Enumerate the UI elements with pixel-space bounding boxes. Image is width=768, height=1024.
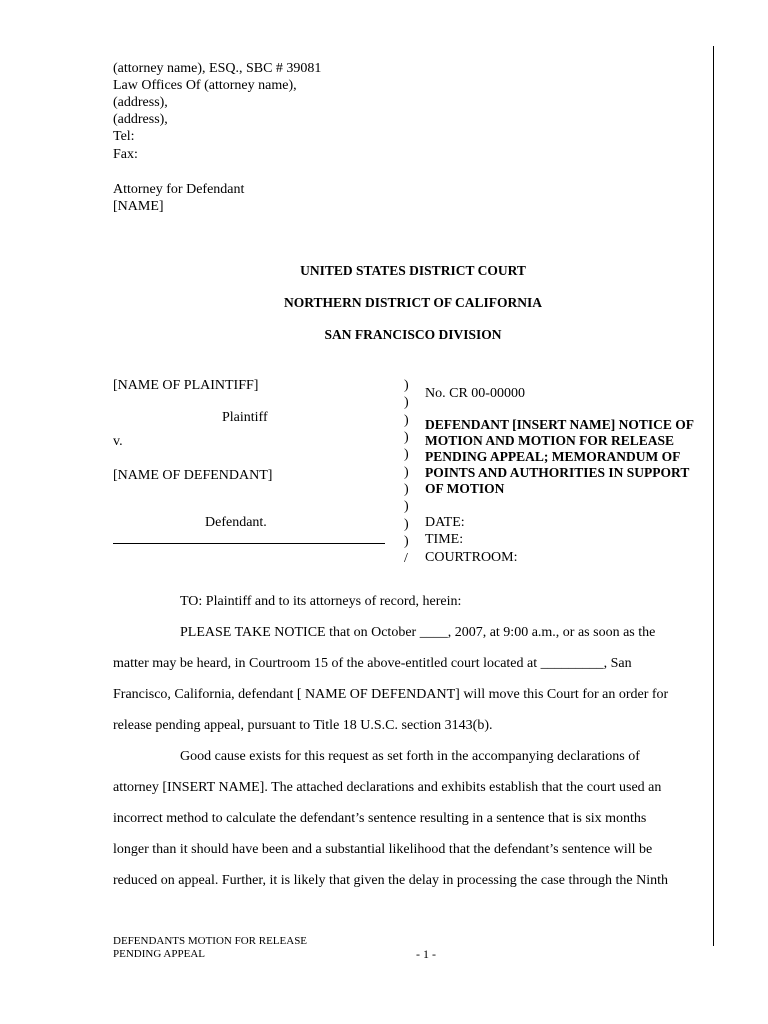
attorney-name-line: (attorney name), ESQ., SBC # 39081 xyxy=(113,61,322,76)
document-title: DEFENDANT [INSERT NAME] NOTICE OF MOTION AND MOTION FOR RELEASE PENDING APPEAL; MEMORANDUM OF POINTS AND AUTHORITIES IN SUPPORT OF MOTION xyxy=(425,417,694,496)
attorney-for-line: Attorney for Defendant xyxy=(113,182,245,197)
court-name: UNITED STATES DISTRICT COURT xyxy=(300,263,526,278)
right-margin-rule xyxy=(713,46,714,946)
body-line-6: Good cause exists for this request as set forth in the accompanying declarations of xyxy=(180,749,640,764)
courtroom-label: COURTROOM: xyxy=(425,550,518,565)
body-line-2: PLEASE TAKE NOTICE that on October ____, 2007, at 9:00 a.m., or as soon as the xyxy=(180,625,656,640)
body-line-10: reduced on appeal. Further, it is likely that given the delay in processing the case through the Ninth xyxy=(113,873,669,888)
defendant-name: [NAME OF DEFENDANT] xyxy=(113,468,273,483)
plaintiff-name: [NAME OF PLAINTIFF] xyxy=(113,378,259,393)
address-line-1: (address), xyxy=(113,95,168,110)
footer-title-line-2: PENDING APPEAL xyxy=(113,948,205,960)
client-name-line: [NAME] xyxy=(113,199,164,214)
footer-title-line-1: DEFENDANTS MOTION FOR RELEASE xyxy=(113,935,308,947)
page-number: - 1 - xyxy=(416,947,436,961)
body-line-5: release pending appeal, pursuant to Title 18 U.S.C. section 3143(b). xyxy=(113,718,493,733)
tel-line: Tel: xyxy=(113,129,135,144)
body-line-7: attorney [INSERT NAME]. The attached declarations and exhibits establish that the court used an xyxy=(113,780,662,795)
date-label: DATE: xyxy=(425,515,465,530)
body-line-9: longer than it should have been and a substantial likelihood that the defendant’s sentence will be xyxy=(113,842,653,857)
body-line-8: incorrect method to calculate the defendant’s sentence resulting in a sentence that is six months xyxy=(113,811,647,826)
body-line-4: Francisco, California, defendant [ NAME OF DEFENDANT] will move this Court for an order for xyxy=(113,687,669,702)
address-line-2: (address), xyxy=(113,112,168,127)
court-division: SAN FRANCISCO DIVISION xyxy=(324,327,502,342)
time-label: TIME: xyxy=(425,532,464,547)
plaintiff-role: Plaintiff xyxy=(222,410,268,425)
body-line-1: TO: Plaintiff and to its attorneys of record, herein: xyxy=(180,594,462,609)
law-office-line: Law Offices Of (attorney name), xyxy=(113,78,297,93)
versus: v. xyxy=(113,434,123,449)
fax-line: Fax: xyxy=(113,147,138,162)
body-line-3: matter may be heard, in Courtroom 15 of the above-entitled court located at _________, San xyxy=(113,656,632,671)
case-number: No. CR 00-00000 xyxy=(425,386,525,401)
defendant-role: Defendant. xyxy=(205,515,267,530)
caption-underline xyxy=(113,543,385,544)
court-district: NORTHERN DISTRICT OF CALIFORNIA xyxy=(284,295,542,310)
